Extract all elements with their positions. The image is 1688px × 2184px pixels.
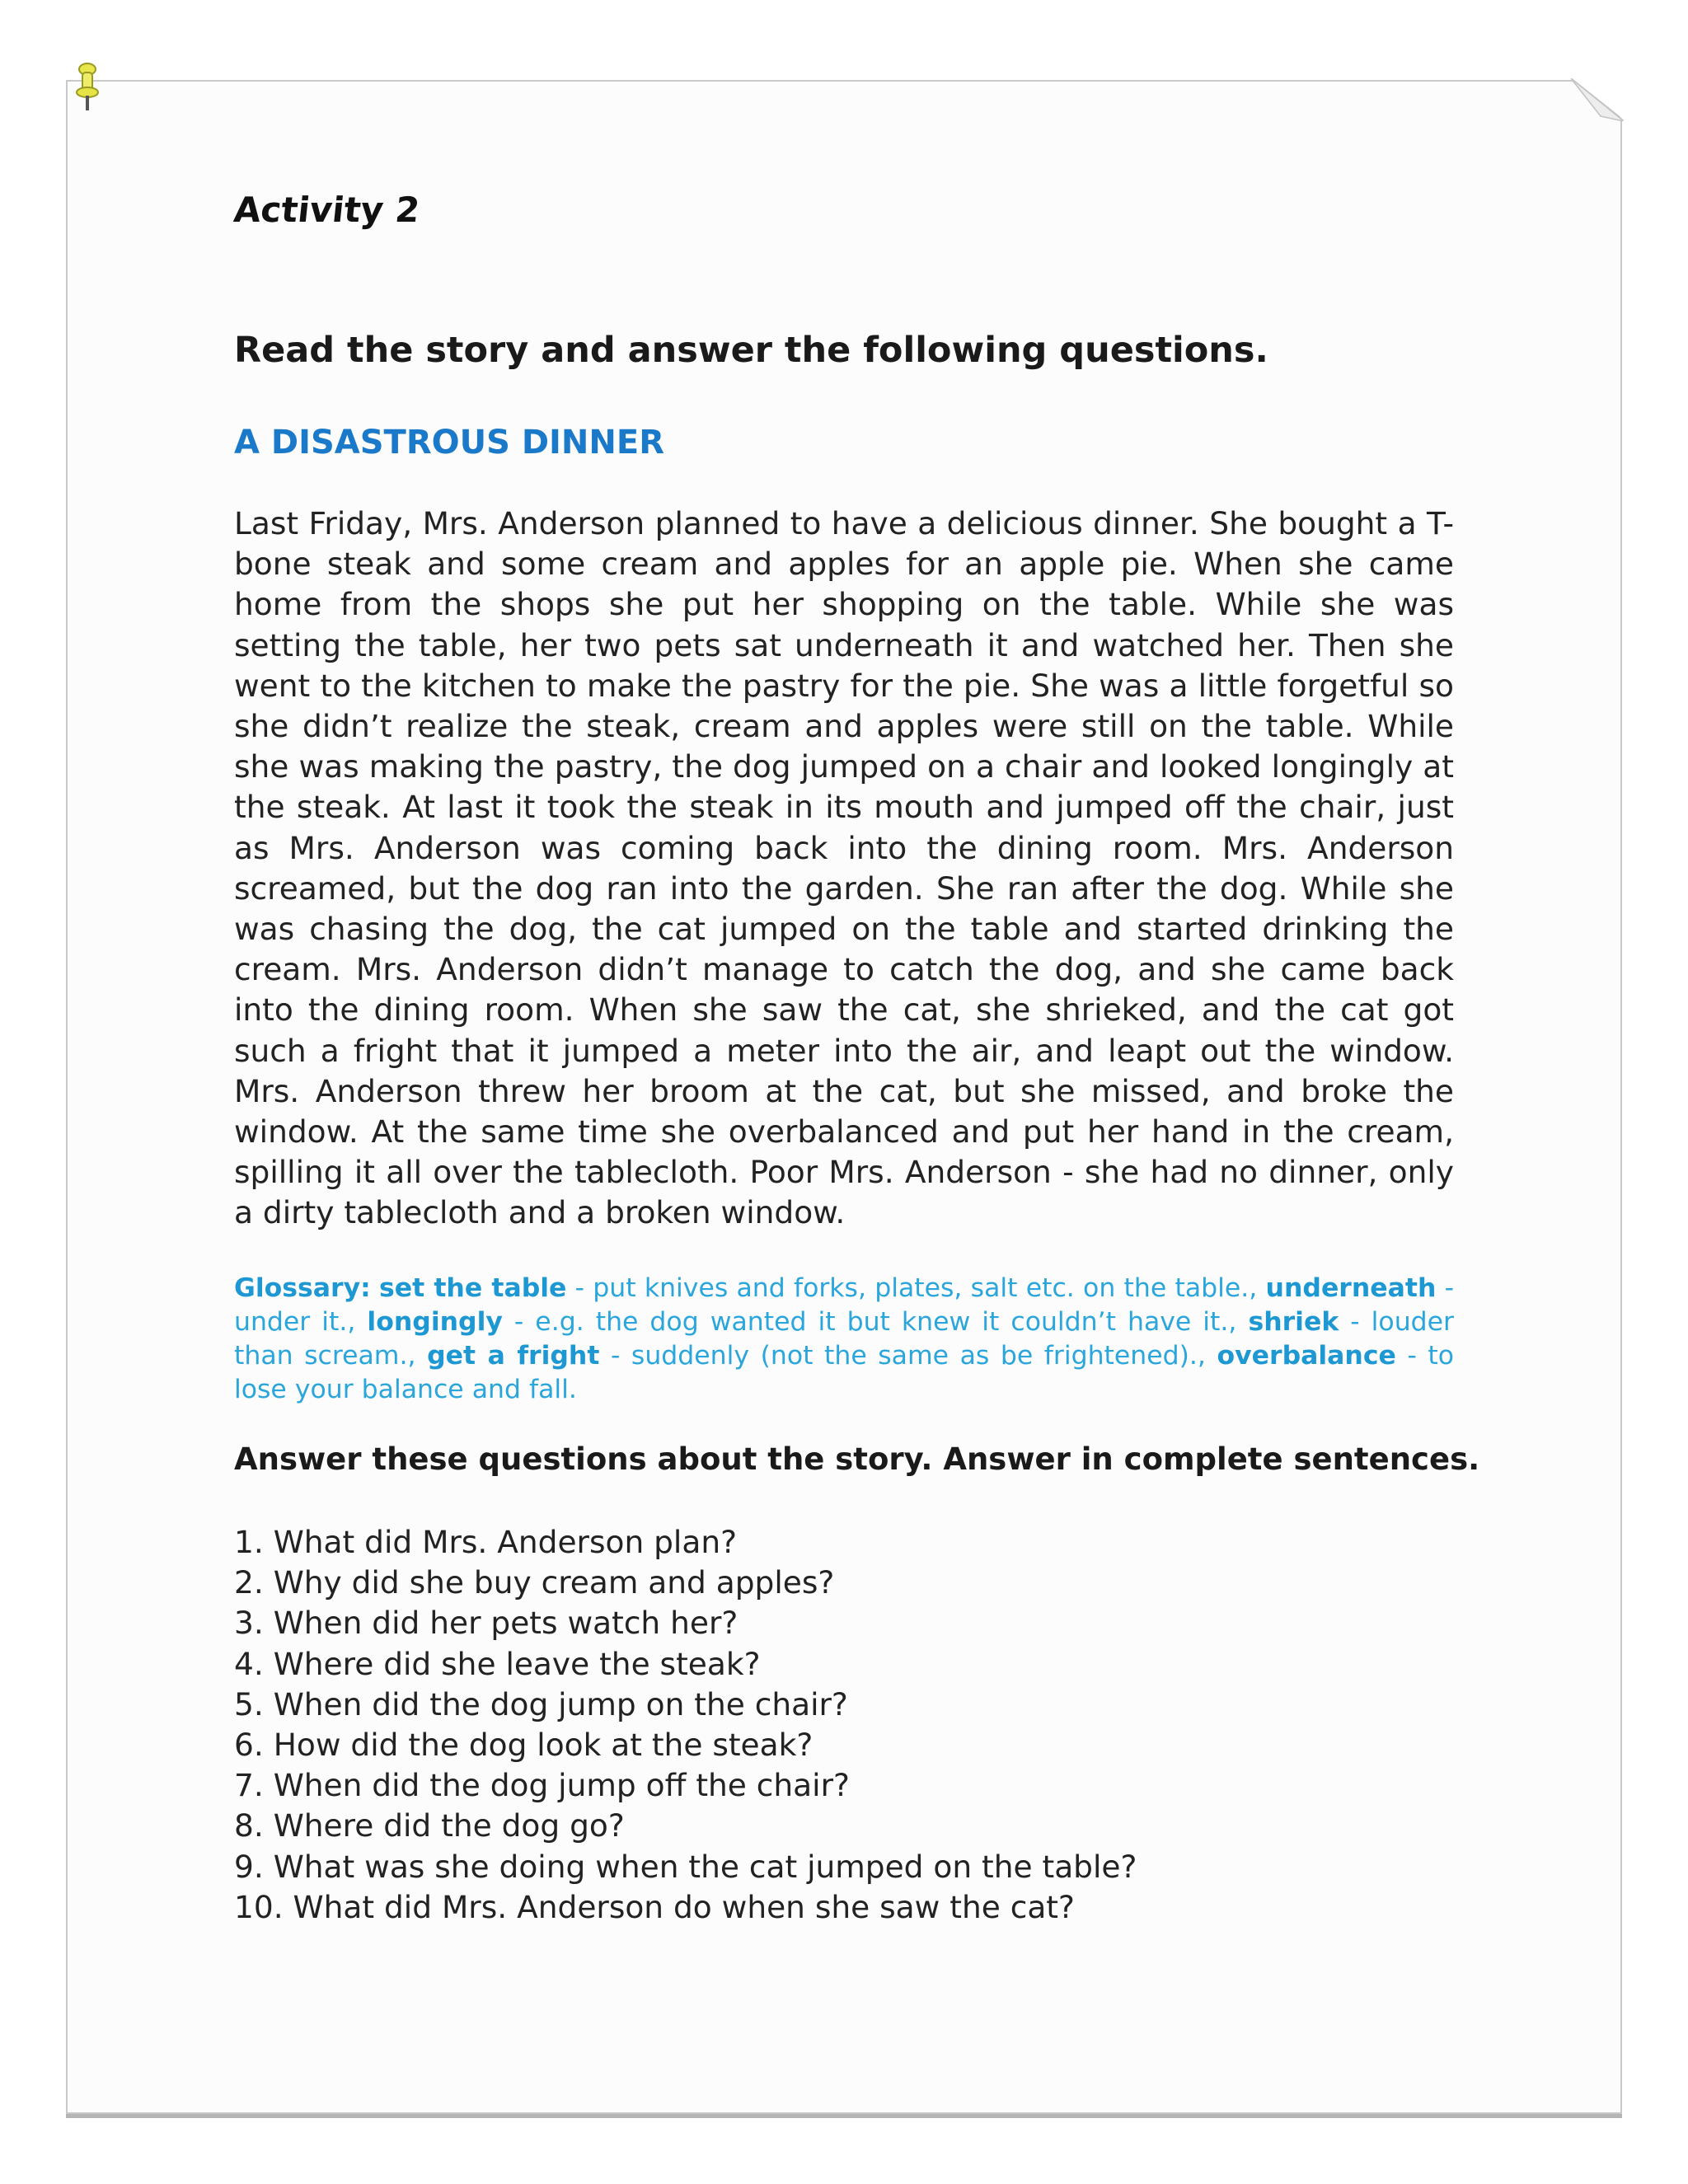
activity-title: Activity 2 [232,190,422,230]
question-item: 1. What did Mrs. Anderson plan? [234,1524,737,1560]
glossary-term: set the table [378,1273,567,1303]
glossary-term: underneath [1265,1273,1437,1303]
story-paragraph: Last Friday, Mrs. Anderson planned to have a delicious dinner. She bought a T-bone steak and some cream and apples for an apple pie. When she came home from the shops she put her shopping on the table. While she was setting the table, her two pets sat underneath it and watched her. Then she went to the kitchen to make the pastry for the pie. She was a little forgetful so she didn’t realize the steak, cream and apples were still on the table. While she was making the pastry, the dog jumped on a chair and looked longingly at the steak. At last it took the steak in its mouth and jumped off the chair, just as Mrs. Anderson was coming back into the dining room. Mrs. Anderson screamed, but the dog ran into the garden. She ran after the dog. While she was chasing the dog, the cat jumped on the table and started drinking the cream. Mrs. Anderson didn’t manage to catch the dog, and she came back into the dining room. When she saw the cat, she shrieked, and the cat got such a fright that it jumped a meter into the air, and leapt out the window. Mrs. Anderson threw her broom at the cat, but she missed, and broke the window. At the same time she overbalanced and put her hand in the cream, spilling it all over the tablecloth. Poor Mrs. Anderson - she had no dinner, only a dirty tablecloth and a broken window. [234,505,1454,1231]
glossary-term: overbalance [1217,1341,1396,1371]
glossary-definition: - under it., [234,1273,1454,1337]
question-item: 9. What was she doing when the cat jumped on the table? [234,1848,1137,1885]
glossary-term: longingly [367,1307,503,1337]
question-item: 3. When did her pets watch her? [234,1605,738,1642]
question-item: 6. How did the dog look at the steak? [234,1727,814,1764]
answer-instructions: Answer these questions about the story. Answer in complete sentences. [234,1441,1480,1477]
glossary-definition: - louder than scream., [234,1307,1454,1371]
question-item: 7. When did the dog jump off the chair? [234,1767,850,1804]
glossary-term: get a fright [427,1341,600,1371]
glossary-definition: - to lose your balance and fall. [234,1341,1455,1404]
glossary-label: Glossary: [234,1273,371,1303]
question-item: 4. Where did she leave the steak? [234,1645,761,1682]
question-item: 10. What did Mrs. Anderson do when she saw the cat? [234,1888,1075,1925]
story-title: A DISASTROUS DINNER [234,424,665,462]
question-item: 5. When did the dog jump on the chair? [234,1685,848,1722]
instruction-heading: Read the story and answer the following questions. [234,330,1268,371]
question-list [234,1522,1137,1928]
glossary-definition: - put knives and forks, plates, salt etc. on the table., [566,1273,1266,1303]
glossary-term: shriek [1248,1307,1339,1337]
glossary-definition: - e.g. the dog wanted it but knew it couldn’t have it., [502,1307,1249,1337]
push-pin-icon [71,61,104,112]
question-item: 2. Why did she buy cream and apples? [234,1564,835,1601]
glossary-definition: - suddenly (not the same as be frightened)., [599,1341,1217,1371]
glossary [234,1272,1454,1407]
question-item: 8. Where did the dog go? [234,1807,625,1844]
